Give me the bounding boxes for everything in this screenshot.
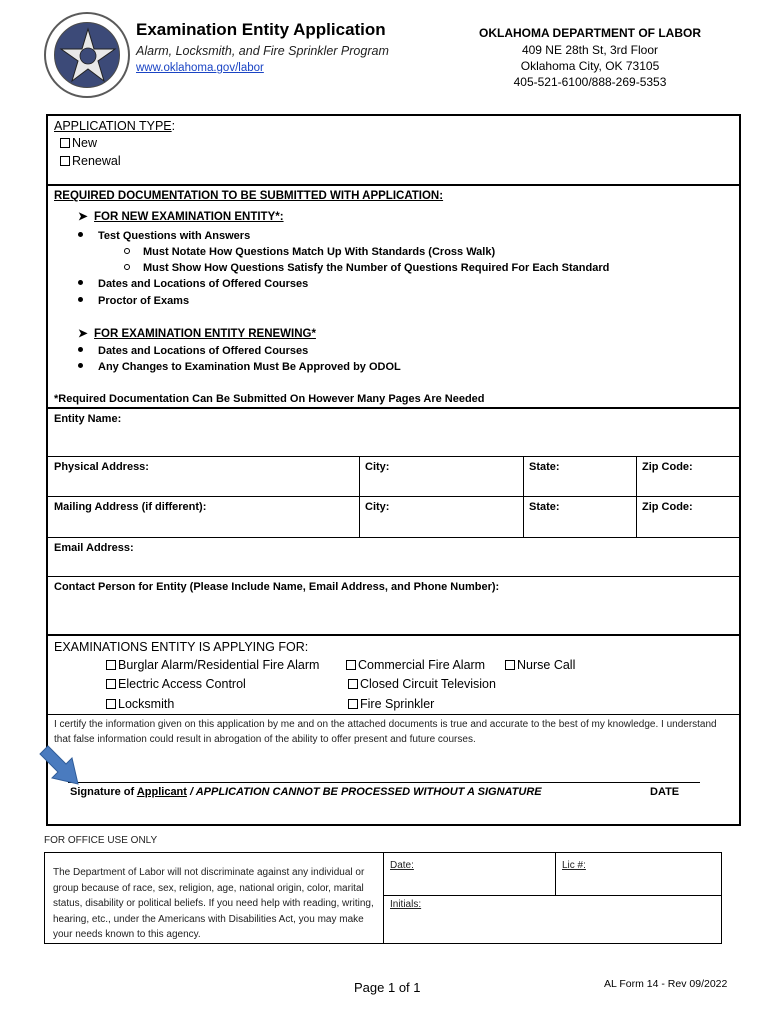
list-item: Test Questions with Answers (78, 230, 250, 242)
signature-arrow-icon (38, 744, 86, 788)
option-renewal[interactable]: Renewal (60, 154, 121, 168)
signature-line[interactable] (68, 782, 700, 783)
checkbox[interactable] (346, 660, 356, 670)
renewal-checkbox[interactable] (60, 156, 70, 166)
divider (383, 853, 384, 943)
arrow-bullet-icon: ➤ (78, 328, 88, 340)
application-type-label: APPLICATION TYPE: (54, 119, 176, 133)
checkbox[interactable] (505, 660, 515, 670)
checkbox[interactable] (106, 699, 116, 709)
renewing-heading: ➤ FOR EXAMINATION ENTITY RENEWING* (78, 328, 316, 340)
list-item: Proctor of Exams (78, 295, 189, 307)
divider (48, 714, 739, 715)
arrow-bullet-icon: ➤ (78, 211, 88, 223)
seal-emblem (54, 22, 120, 88)
option-cctv[interactable]: Closed Circuit Television (348, 677, 496, 691)
option-commercial-fire-alarm[interactable]: Commercial Fire Alarm (346, 658, 485, 672)
bullet-icon (78, 280, 83, 285)
bullet-icon (78, 232, 83, 237)
option-nurse-call[interactable]: Nurse Call (505, 658, 575, 672)
checkbox[interactable] (106, 660, 116, 670)
department-name: OKLAHOMA DEPARTMENT OF LABOR (479, 26, 701, 40)
form-title: Examination Entity Application (136, 20, 386, 39)
page-number: Page 1 of 1 (354, 980, 421, 995)
non-discrimination-notice: The Department of Labor will not discriminate against any individual or group because of race, sex, religion, age, national origin, color, marital status, disability or political beliefs. If you need help with reading, writing, hearing, etc., under the Americans with Disabilities Act, you may make your needs known to this agency. (53, 867, 374, 940)
bullet-icon (78, 347, 83, 352)
mailing-zip-field[interactable]: Zip Code: (642, 501, 693, 513)
list-item: Any Changes to Examination Must Be Approved by ODOL (78, 361, 401, 373)
checkbox[interactable] (348, 699, 358, 709)
mailing-address-field[interactable]: Mailing Address (if different): (54, 501, 207, 513)
divider (359, 456, 360, 537)
new-entity-heading: ➤ FOR NEW EXAMINATION ENTITY*: (78, 211, 284, 223)
divider (48, 407, 739, 409)
phone-numbers: 405-521-6100/888-269-5353 (513, 75, 667, 89)
state-seal-logo (44, 12, 130, 98)
email-address-field[interactable]: Email Address: (54, 542, 134, 554)
divider (48, 634, 739, 636)
list-item: Dates and Locations of Offered Courses (78, 278, 308, 290)
checkbox[interactable] (348, 679, 358, 689)
circle-bullet-icon (124, 264, 130, 270)
physical-zip-field[interactable]: Zip Code: (642, 461, 693, 473)
physical-address-field[interactable]: Physical Address: (54, 461, 149, 473)
office-use-box (44, 852, 722, 944)
option-new[interactable]: New (60, 136, 97, 150)
list-item: Dates and Locations of Offered Courses (78, 345, 308, 357)
certification-text: I certify the information given on this application by me and on the attached documents is true and accurate to the best of my knowledge. I understand that false information could result in abrogation of the ability to offer present and future courses. (54, 719, 717, 745)
address-line-2: Oklahoma City, OK 73105 (520, 59, 660, 73)
bullet-icon (78, 363, 83, 368)
option-locksmith[interactable]: Locksmith (106, 697, 174, 711)
office-date-field[interactable]: Date: (390, 860, 414, 871)
sub-list-item: Must Notate How Questions Match Up With Standards (Cross Walk) (124, 246, 495, 258)
address-line-1: 409 NE 28th St, 3rd Floor (521, 43, 659, 57)
divider (523, 456, 524, 537)
mailing-state-field[interactable]: State: (529, 501, 560, 513)
option-electric-access[interactable]: Electric Access Control (106, 677, 246, 691)
physical-city-field[interactable]: City: (365, 461, 390, 473)
mailing-city-field[interactable]: City: (365, 501, 390, 513)
office-use-label: FOR OFFICE USE ONLY (44, 835, 158, 846)
divider (555, 853, 556, 895)
application-form (46, 114, 741, 826)
option-burglar-alarm[interactable]: Burglar Alarm/Residential Fire Alarm (106, 658, 319, 672)
license-number-field[interactable]: Lic #: (562, 860, 586, 871)
new-checkbox[interactable] (60, 138, 70, 148)
divider (48, 537, 739, 538)
entity-name-field[interactable]: Entity Name: (54, 413, 122, 425)
physical-state-field[interactable]: State: (529, 461, 560, 473)
divider (636, 456, 637, 537)
contact-person-field[interactable]: Contact Person for Entity (Please Include Name, Email Address, and Phone Number): (54, 581, 500, 593)
circle-bullet-icon (124, 248, 130, 254)
signature-label: Signature of Applicant / APPLICATION CANNOT BE PROCESSED WITHOUT A SIGNATURE (70, 786, 542, 798)
website-link[interactable]: www.oklahoma.gov/labor (136, 62, 264, 74)
date-label: DATE (650, 786, 680, 798)
divider (48, 184, 739, 186)
checkbox[interactable] (106, 679, 116, 689)
divider (48, 576, 739, 577)
form-id: AL Form 14 - Rev 09/2022 (604, 978, 728, 990)
program-subtitle: Alarm, Locksmith, and Fire Sprinkler Program (136, 44, 389, 58)
sub-list-item: Must Show How Questions Satisfy the Number of Questions Required For Each Standard (124, 262, 609, 274)
documentation-heading: REQUIRED DOCUMENTATION TO BE SUBMITTED WITH APPLICATION: (54, 190, 444, 202)
divider (384, 895, 721, 896)
initials-field[interactable]: Initials: (390, 899, 422, 910)
examinations-heading: EXAMINATIONS ENTITY IS APPLYING FOR: (54, 640, 309, 654)
option-fire-sprinkler[interactable]: Fire Sprinkler (348, 697, 434, 711)
documentation-footnote: *Required Documentation Can Be Submitted On However Many Pages Are Needed (54, 393, 485, 405)
bullet-icon (78, 297, 83, 302)
